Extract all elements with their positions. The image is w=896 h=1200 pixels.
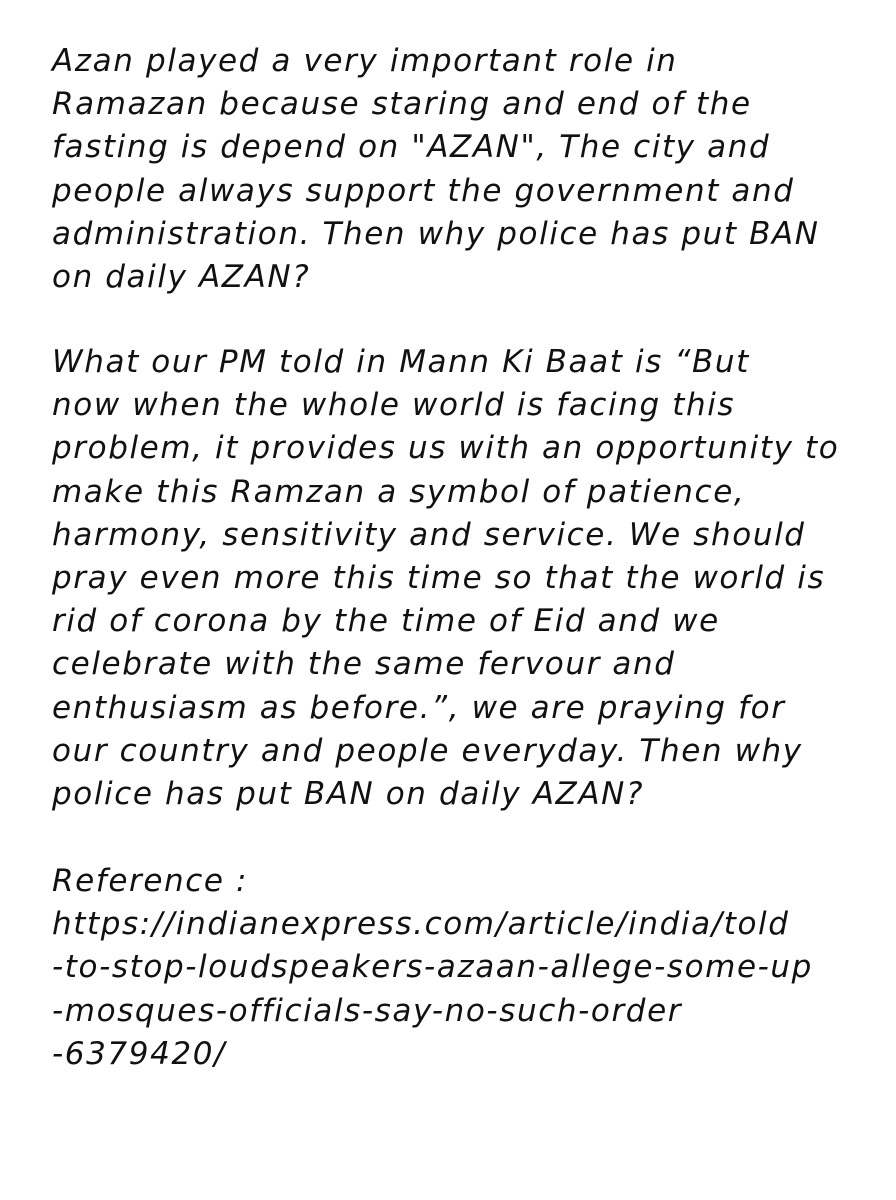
paragraph-azan-role <box>52 40 872 299</box>
reference-url-line: https://indianexpress.com/article/india/told <box>52 906 790 943</box>
paragraph-line: people always support the government and <box>52 172 795 209</box>
paragraph-line: pray even more this time so that the world is <box>52 559 826 596</box>
paragraph-line: on daily AZAN? <box>52 258 311 295</box>
paragraph-line: make this Ramzan a symbol of patience, <box>52 473 746 510</box>
paragraph-line: Azan played a very important role in <box>52 43 678 79</box>
paragraph-line: What our PM told in Mann Ki Baat is “But <box>52 344 750 380</box>
paragraph-line: administration. Then why police has put BAN <box>52 215 820 252</box>
paragraph-line: harmony, sensitivity and service. We should <box>52 516 806 553</box>
reference-url-line: -6379420/ <box>52 1035 227 1072</box>
reference-url-line: -mosques-officials-say-no-such-order <box>52 992 683 1029</box>
paragraph-line: our country and people everyday. Then why <box>52 732 803 769</box>
paragraph-line: enthusiasm as before.”, we are praying for <box>52 689 786 726</box>
paragraph-line: celebrate with the same fervour and <box>52 646 676 683</box>
paragraph-line: Ramazan because staring and end of the <box>52 86 752 123</box>
reference-url-line: -to-stop-loudspeakers-azaan-allege-some-up <box>52 949 813 986</box>
paragraph-line: rid of corona by the time of Eid and we <box>52 603 720 640</box>
reference-block <box>52 860 872 1076</box>
paragraph-line: now when the whole world is facing this <box>52 387 736 424</box>
paragraph-line: problem, it provides us with an opportunity to <box>52 430 840 467</box>
reference-label: Reference : <box>52 863 249 899</box>
paragraph-mann-ki-baat <box>52 341 872 816</box>
paragraph-line: fasting is depend on "AZAN", The city and <box>52 129 771 166</box>
paragraph-line: police has put BAN on daily AZAN? <box>52 775 644 812</box>
